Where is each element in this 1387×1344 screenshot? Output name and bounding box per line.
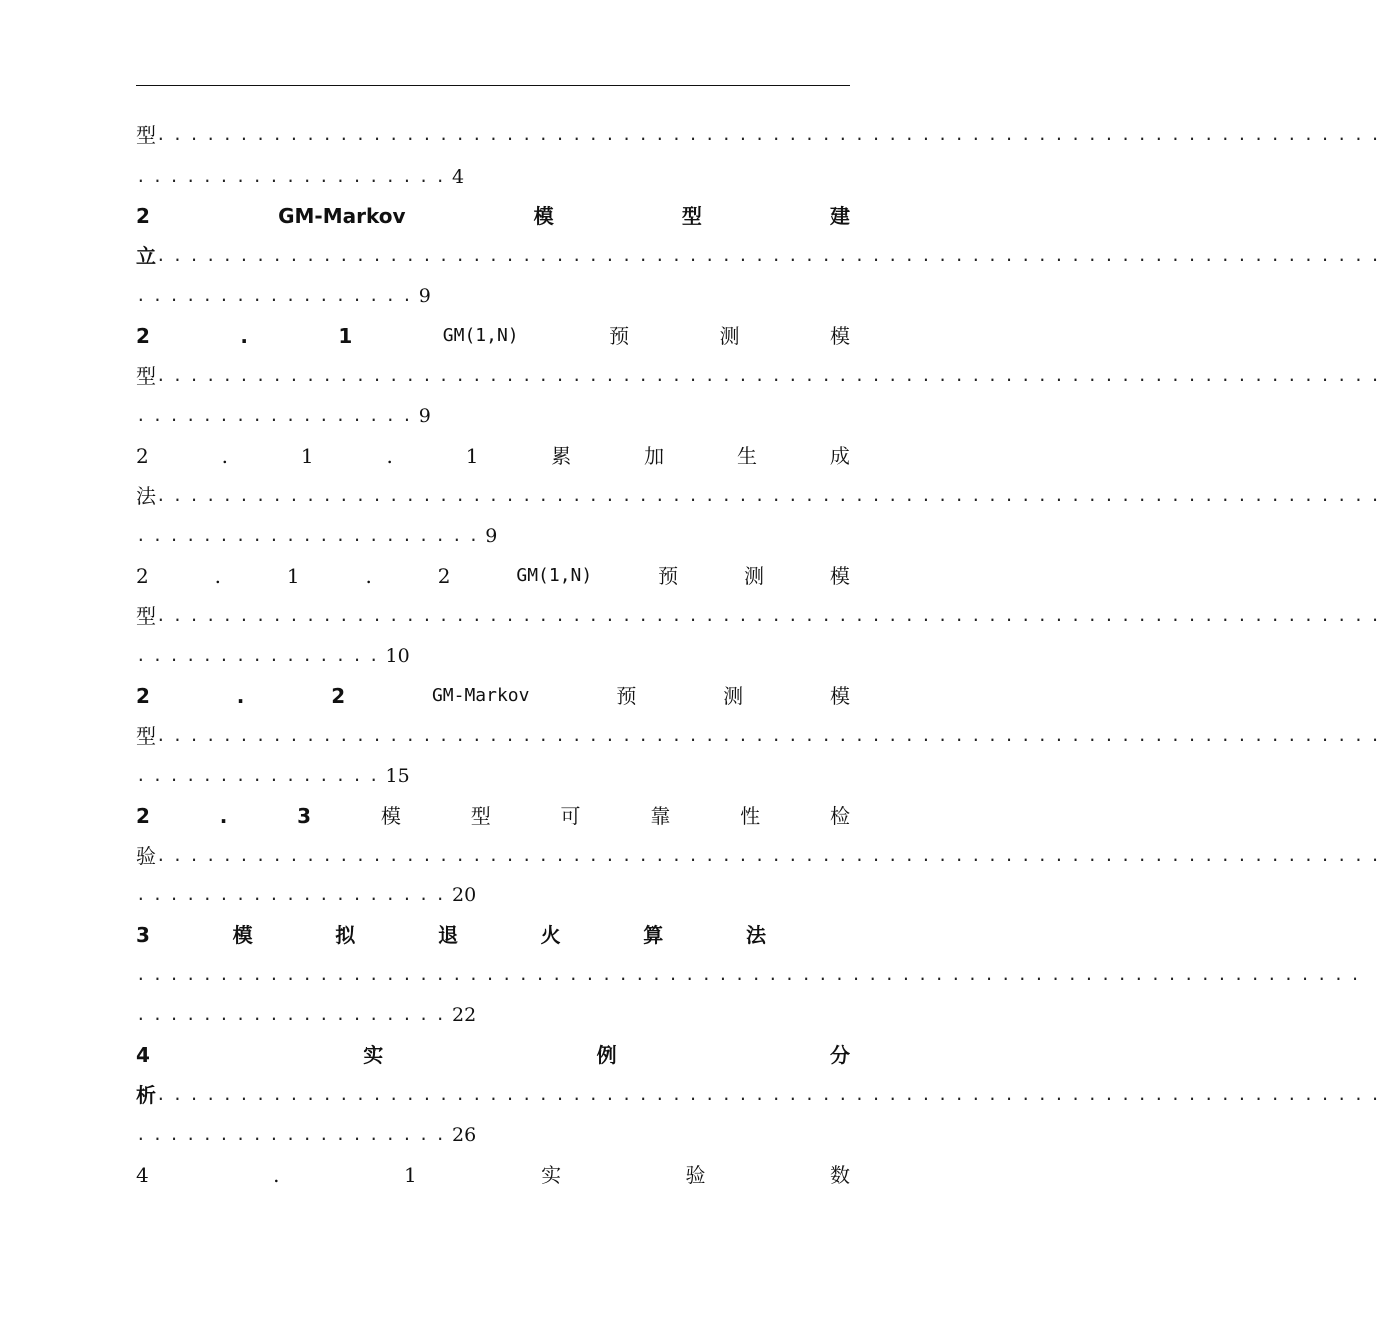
toc-leader: .......................................................................... — [156, 486, 1387, 505]
toc-title-part: 模 — [533, 204, 554, 228]
toc-title-part: 例 — [596, 1043, 617, 1067]
toc-number: . — [214, 564, 221, 588]
toc-leader: ................... — [136, 1005, 453, 1024]
toc-title-part: 验 — [685, 1163, 706, 1187]
toc-number: 1 — [338, 324, 353, 348]
toc-title-part: 型 — [470, 804, 491, 828]
toc-leader: .......................................................................... — [156, 1085, 1387, 1104]
toc-title-part: 模 — [380, 804, 401, 828]
toc-number: 2 — [136, 444, 149, 468]
toc-leader: ................... — [136, 885, 453, 904]
toc-leader: .......................................................................... — [156, 726, 1387, 745]
toc-leader: .......................................................................... — [156, 846, 1387, 865]
toc-entry-heading — [136, 801, 850, 831]
toc-leader: ................. — [136, 406, 419, 425]
toc-page-number: 22 — [452, 1004, 477, 1026]
toc-heading-end: 法 — [136, 484, 156, 508]
toc-title-part: 实 — [541, 1163, 562, 1187]
toc-leader: ............... — [136, 646, 386, 665]
toc-number: 4 — [136, 1163, 149, 1187]
toc-page-number: 15 — [385, 765, 410, 787]
toc-entry-heading — [136, 441, 850, 471]
toc-number: 4 — [136, 1043, 150, 1067]
toc-title-part: 靠 — [650, 804, 671, 828]
toc-line — [136, 721, 1387, 751]
toc-number: 2 — [136, 684, 150, 708]
toc-number: . — [236, 684, 245, 708]
toc-number: 1 — [300, 444, 314, 468]
toc-line — [136, 361, 1387, 391]
toc-title-part: 测 — [744, 564, 765, 588]
toc-title-part: 算 — [643, 923, 664, 947]
toc-title-part: 加 — [644, 444, 665, 468]
toc-entry-heading — [136, 321, 850, 351]
toc-entry-heading — [136, 201, 850, 231]
toc-number: 3 — [297, 804, 312, 828]
toc-number: 2 — [136, 564, 149, 588]
toc-number: 1 — [465, 444, 479, 468]
toc-line — [136, 1000, 850, 1030]
toc-leader: .......................................................................... — [136, 965, 1367, 984]
toc-title-part: 预 — [616, 684, 637, 708]
toc-title-part: 实 — [363, 1043, 384, 1067]
toc-title-part: 模 — [829, 564, 850, 588]
toc-title-part: GM-Markov — [431, 685, 530, 706]
toc-title-part: GM-Markov — [278, 204, 406, 228]
toc-line — [136, 162, 850, 192]
toc-leader: ................. — [136, 286, 419, 305]
toc-number: 3 — [136, 923, 150, 947]
toc-title-part: 预 — [609, 324, 630, 348]
toc-line — [136, 601, 1387, 631]
toc-entry-heading — [136, 1040, 850, 1070]
toc-line — [136, 960, 1367, 990]
toc-leader: .......................................................................... — [156, 246, 1387, 265]
toc-line — [136, 241, 1387, 271]
toc-number: 2 — [136, 204, 150, 228]
toc-title-part: 法 — [745, 923, 766, 947]
toc-heading-end: 型 — [136, 364, 156, 388]
toc-leader: .......................................................................... — [156, 125, 1387, 144]
toc-page-number: 26 — [452, 1124, 477, 1146]
toc-title-part: 预 — [658, 564, 679, 588]
toc-heading-end: 析 — [136, 1083, 156, 1107]
toc-title-part: 型 — [681, 204, 702, 228]
toc-line — [136, 841, 1387, 871]
toc-number: 2 — [331, 684, 346, 708]
toc-number: 2 — [437, 564, 451, 588]
toc-heading-end: 型 — [136, 604, 156, 628]
toc-page-number: 10 — [385, 645, 410, 667]
toc-page-number: 4 — [452, 166, 465, 188]
toc-entry-heading — [136, 1160, 850, 1190]
toc-number: 2 — [136, 324, 150, 348]
toc-title-part: 拟 — [335, 923, 356, 947]
toc-title-part: 建 — [829, 204, 850, 228]
toc-heading-end: 型 — [136, 123, 156, 147]
toc-title-part: 模 — [829, 684, 850, 708]
toc-line — [136, 120, 1387, 150]
toc-title-part: GM(1,N) — [516, 565, 593, 586]
toc-leader: ..................... — [136, 526, 486, 545]
toc-heading-end: 型 — [136, 724, 156, 748]
toc-entry-heading — [136, 920, 766, 950]
toc-leader: .......................................................................... — [156, 606, 1387, 625]
toc-page-number: 20 — [452, 884, 477, 906]
toc-title-part: 测 — [719, 324, 740, 348]
toc-title-part: 性 — [740, 804, 761, 828]
toc-title-part: 累 — [551, 444, 572, 468]
toc-number: . — [273, 1163, 280, 1187]
toc-number: . — [219, 804, 228, 828]
toc-heading-end: 立 — [136, 244, 156, 268]
toc-title-part: 可 — [560, 804, 581, 828]
toc-line — [136, 880, 850, 910]
toc-line — [136, 281, 850, 311]
toc-entry-heading — [136, 681, 850, 711]
toc-title-part: 成 — [829, 444, 850, 468]
toc-page-number: 9 — [418, 285, 431, 307]
toc-title-part: 火 — [540, 923, 561, 947]
toc-page-number: 9 — [485, 525, 498, 547]
toc-leader: ............... — [136, 766, 386, 785]
toc-leader: ................... — [136, 1125, 453, 1144]
toc-number: 1 — [403, 1163, 417, 1187]
toc-number: 1 — [286, 564, 300, 588]
header-rule — [136, 85, 850, 86]
toc-title-part: 测 — [723, 684, 744, 708]
toc-number: 2 — [136, 804, 150, 828]
toc-line — [136, 1080, 1387, 1110]
toc-heading-end: 验 — [136, 844, 156, 868]
toc-line — [136, 521, 850, 551]
toc-number: . — [240, 324, 248, 348]
toc-title-part: 模 — [829, 324, 850, 348]
toc-title-part: 分 — [830, 1043, 850, 1067]
toc-number: . — [386, 444, 393, 468]
toc-title-part: 生 — [737, 444, 758, 468]
toc-title-part: 模 — [232, 923, 253, 947]
toc-leader: .......................................................................... — [156, 366, 1387, 385]
toc-line — [136, 761, 850, 791]
toc-page-number: 9 — [418, 405, 431, 427]
toc-title-part: 数 — [829, 1163, 850, 1187]
toc-line — [136, 401, 850, 431]
toc-line — [136, 481, 1387, 511]
toc-number: . — [365, 564, 372, 588]
toc-entry-heading — [136, 561, 850, 591]
toc-title-part: 退 — [437, 923, 458, 947]
toc-line — [136, 641, 850, 671]
toc-number: . — [221, 444, 228, 468]
toc-title-part: 检 — [829, 804, 850, 828]
toc-title-part: GM(1,N) — [442, 325, 519, 346]
toc-leader: ................... — [136, 167, 453, 186]
toc-line — [136, 1120, 850, 1150]
